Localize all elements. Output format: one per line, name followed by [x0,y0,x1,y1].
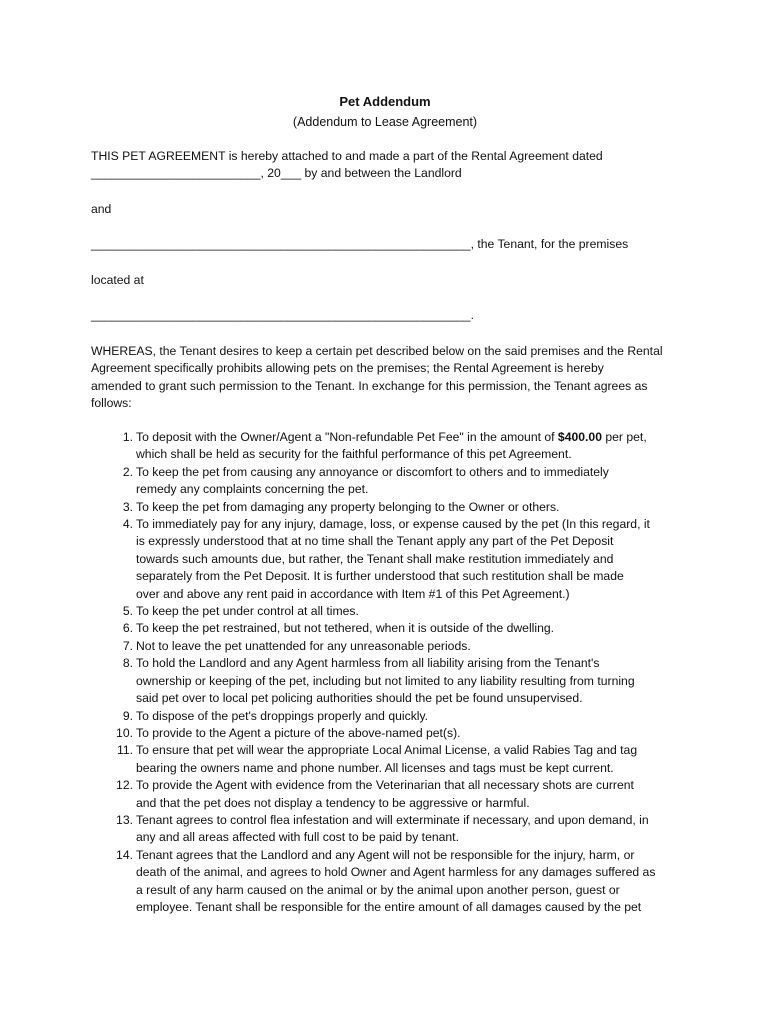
item-line: towards such amounts due, but rather, the Tenant shall make restitution immediately and [136,551,614,566]
list-item [91,620,691,637]
item-number: 1. [122,430,133,444]
pet-fee-amount: $400.00 [557,430,602,444]
list-item [91,638,691,655]
item-text: per pet, [601,430,647,444]
item-line: employee. Tenant shall be responsible for the entire amount of all damages caused by the pet [136,899,642,914]
item-line: Tenant agrees to control flea infestation and will exterminate if necessary, and upon demand, in [136,812,649,827]
whereas-line: amended to grant such permission to the Tenant. In exchange for this permission, the Tenant agrees as [91,378,648,393]
item-line: To provide the Agent with evidence from the Veterinarian that all necessary shots are current [136,778,634,793]
item-line: To hold the Landlord and any Agent harmless from all liability arising from the Tenant's [136,656,600,671]
item-line [136,429,691,446]
located-label: located at [91,273,144,287]
item-number: 13. [116,812,133,827]
item-line: a result of any harm caused on the animal or by the animal upon another person, guest or [136,882,620,897]
item-number: 7. [122,638,133,653]
item-number: 12. [116,778,133,793]
item-number: 9. [122,708,133,723]
item-number: 8. [122,656,133,671]
item-number: 3. [122,499,133,514]
item-line: To provide to the Agent a picture of the above-named pet(s). [136,725,461,740]
whereas-line: follows: [91,396,132,411]
list-item [91,499,691,516]
item-line: To immediately pay for any injury, damage, loss, or expense caused by the pet (In this regard, it [136,517,650,532]
item-line: any and all areas affected with full cost to be paid by tenant. [136,830,459,845]
intro-line: THIS PET AGREEMENT is hereby attached to and made a part of the Rental Agreement dated [91,149,603,163]
item-line: ownership or keeping of the pet, including but not limited to any liability resulting from turning [136,673,635,688]
list-item [91,464,691,499]
item-line: over and above any rent paid in accordance with Item #1 of this Pet Agreement.) [136,586,570,601]
item-line: and that the pet does not display a tendency to be aggressive or harmful. [136,795,530,810]
item-line: To ensure that pet will wear the appropriate Local Animal License, a valid Rabies Tag and tag [136,743,638,758]
document-subtitle: (Addendum to Lease Agreement) [292,115,478,129]
intro-paragraph [91,148,691,183]
item-number: 14. [116,847,133,862]
item-line: To keep the pet from causing any annoyance or discomfort to others and to immediately [136,464,609,479]
item-line: which shall be held as security for the faithful performance of this pet Agreement. [136,447,572,462]
item-line: bearing the owners name and phone number. All licenses and tags must be kept current. [136,760,614,775]
item-number: 10. [116,725,133,740]
item-line: is expressly understood that at no time shall the Tenant apply any part of the Pet Deposit [136,534,614,549]
item-number: 2. [122,464,133,479]
whereas-line: WHEREAS, the Tenant desires to keep a certain pet described below on the said premises and the Rental [91,344,663,358]
list-item [91,708,691,725]
item-line: To keep the pet under control at all times. [136,604,359,619]
item-line: remedy any complaints concerning the pet. [136,482,369,497]
tenant-line: ________________________________________________________, the Tenant, for the premises [91,237,629,251]
item-number: 6. [122,621,133,636]
landlord-date-line: _________________________, 20___ by and between the Landlord [91,166,462,181]
list-item [91,725,691,742]
list-item [91,655,691,707]
whereas-line: Agreement specifically prohibits allowing pets on the premises; the Rental Agreement is hereby [91,361,604,376]
item-line: Tenant agrees that the Landlord and any Agent will not be responsible for the injury, harm, or [136,847,635,862]
list-item [91,603,691,620]
address-line: ________________________________________________________. [91,308,474,322]
item-line: said pet over to local pet policing authorities should the pet be found unsupervised. [136,691,583,706]
item-line: To dispose of the pet's droppings properly and quickly. [136,708,429,723]
item-number: 5. [122,604,133,619]
list-item [91,429,691,464]
item-line: To keep the pet restrained, but not tethered, when it is outside of the dwelling. [136,621,555,636]
item-text: To deposit with the Owner/Agent a "Non-refundable Pet Fee" in the amount of [136,430,558,444]
list-item [91,516,691,603]
and-label: and [91,202,112,216]
list-item [91,777,691,812]
item-number: 11. [116,743,133,758]
item-number: 4. [122,517,133,532]
item-line: Not to leave the pet unattended for any unreasonable periods. [136,638,471,653]
terms-list [91,429,691,916]
list-item [91,742,691,777]
item-line: To keep the pet from damaging any property belonging to the Owner or others. [136,499,560,514]
document-title: Pet Addendum [339,94,431,109]
whereas-paragraph [91,343,691,413]
item-line: separately from the Pet Deposit. It is further understood that such restitution shall be made [136,569,624,584]
list-item [91,812,691,847]
item-line: death of the animal, and agrees to hold Owner and Agent harmless for any damages suffered as [136,865,656,880]
list-item [91,847,691,917]
